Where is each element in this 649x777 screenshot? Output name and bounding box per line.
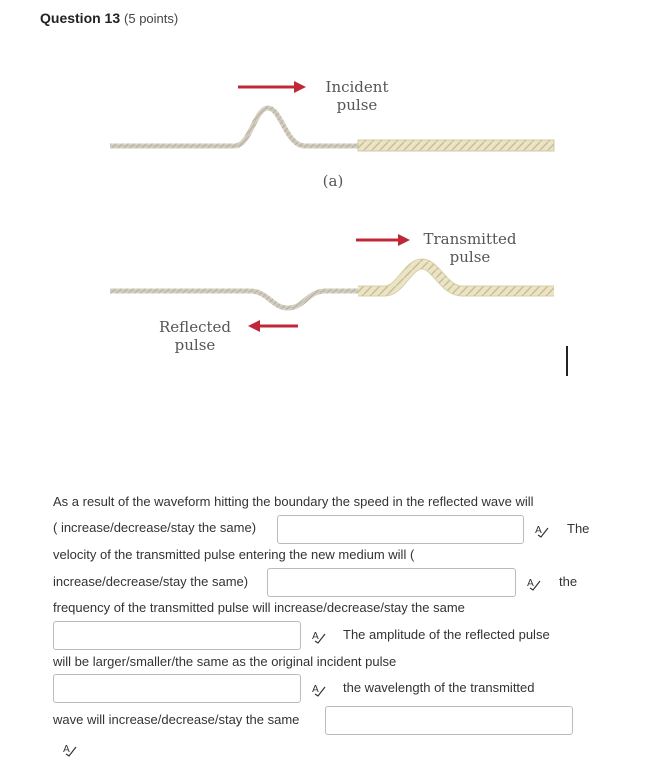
answer-input-3[interactable]	[53, 621, 301, 650]
question-header	[40, 10, 178, 26]
spellcheck-icon-1[interactable]	[534, 522, 550, 538]
svg-text:A: A	[63, 744, 70, 755]
incident-arrow-head	[294, 81, 306, 93]
body-line-2b: The	[567, 521, 590, 536]
spellcheck-icon-2[interactable]	[526, 575, 542, 591]
body-line-6b: The amplitude of the reflected pulse	[343, 627, 550, 642]
transmitted-rope-heavy-texture	[358, 264, 554, 291]
body-line-4b: the	[559, 574, 578, 589]
body-line-9a: wave will increase/decrease/stay the same	[53, 712, 300, 727]
reflected-rope-light	[110, 291, 358, 308]
body-line-8b: the wavelength of the transmitted	[343, 680, 535, 695]
transmitted-label	[415, 230, 525, 266]
body-line-3: velocity of the transmitted pulse entering the new medium will (	[53, 547, 415, 562]
reflected-label-line2: pulse	[174, 336, 216, 354]
answer-input-1[interactable]	[277, 515, 524, 544]
transmitted-label-line2: pulse	[449, 248, 491, 266]
body-line-1: As a result of the waveform hitting the boundary the speed in the reflected wave will	[53, 494, 534, 509]
svg-text:A: A	[527, 578, 534, 589]
transmitted-arrow-head	[398, 234, 410, 246]
body-line-7: will be larger/smaller/the same as the original incident pulse	[53, 654, 397, 669]
answer-input-5[interactable]	[325, 706, 573, 735]
question-points: (5 points)	[124, 11, 179, 26]
text-cursor	[566, 346, 568, 376]
answer-input-4[interactable]	[53, 674, 301, 703]
spellcheck-icon-3[interactable]	[311, 628, 327, 644]
incident-label-line2: pulse	[336, 96, 378, 114]
reflected-label	[150, 318, 240, 354]
reflected-label-line1: Reflected	[159, 318, 231, 336]
incident-label-line1: Incident	[325, 78, 389, 96]
body-line-2a: ( increase/decrease/stay the same)	[53, 520, 257, 535]
spellcheck-icon-4[interactable]	[311, 681, 327, 697]
spellcheck-icon-5[interactable]	[62, 741, 78, 757]
answer-input-2[interactable]	[267, 568, 516, 597]
question-title: Question 13	[40, 10, 121, 26]
body-line-5: frequency of the transmitted pulse will increase/decrease/stay the same	[53, 600, 465, 615]
svg-text:A: A	[535, 525, 542, 536]
svg-text:A: A	[312, 631, 319, 642]
body-line-4a: increase/decrease/stay the same)	[53, 574, 249, 589]
panel-a-label: (a)	[322, 172, 344, 190]
transmitted-label-line1: Transmitted	[423, 230, 517, 248]
incident-label	[312, 78, 402, 114]
reflected-arrow-head	[248, 320, 260, 332]
svg-text:A: A	[312, 684, 319, 695]
incident-rope-heavy	[358, 140, 554, 151]
wave-pulse-figure	[100, 70, 570, 390]
